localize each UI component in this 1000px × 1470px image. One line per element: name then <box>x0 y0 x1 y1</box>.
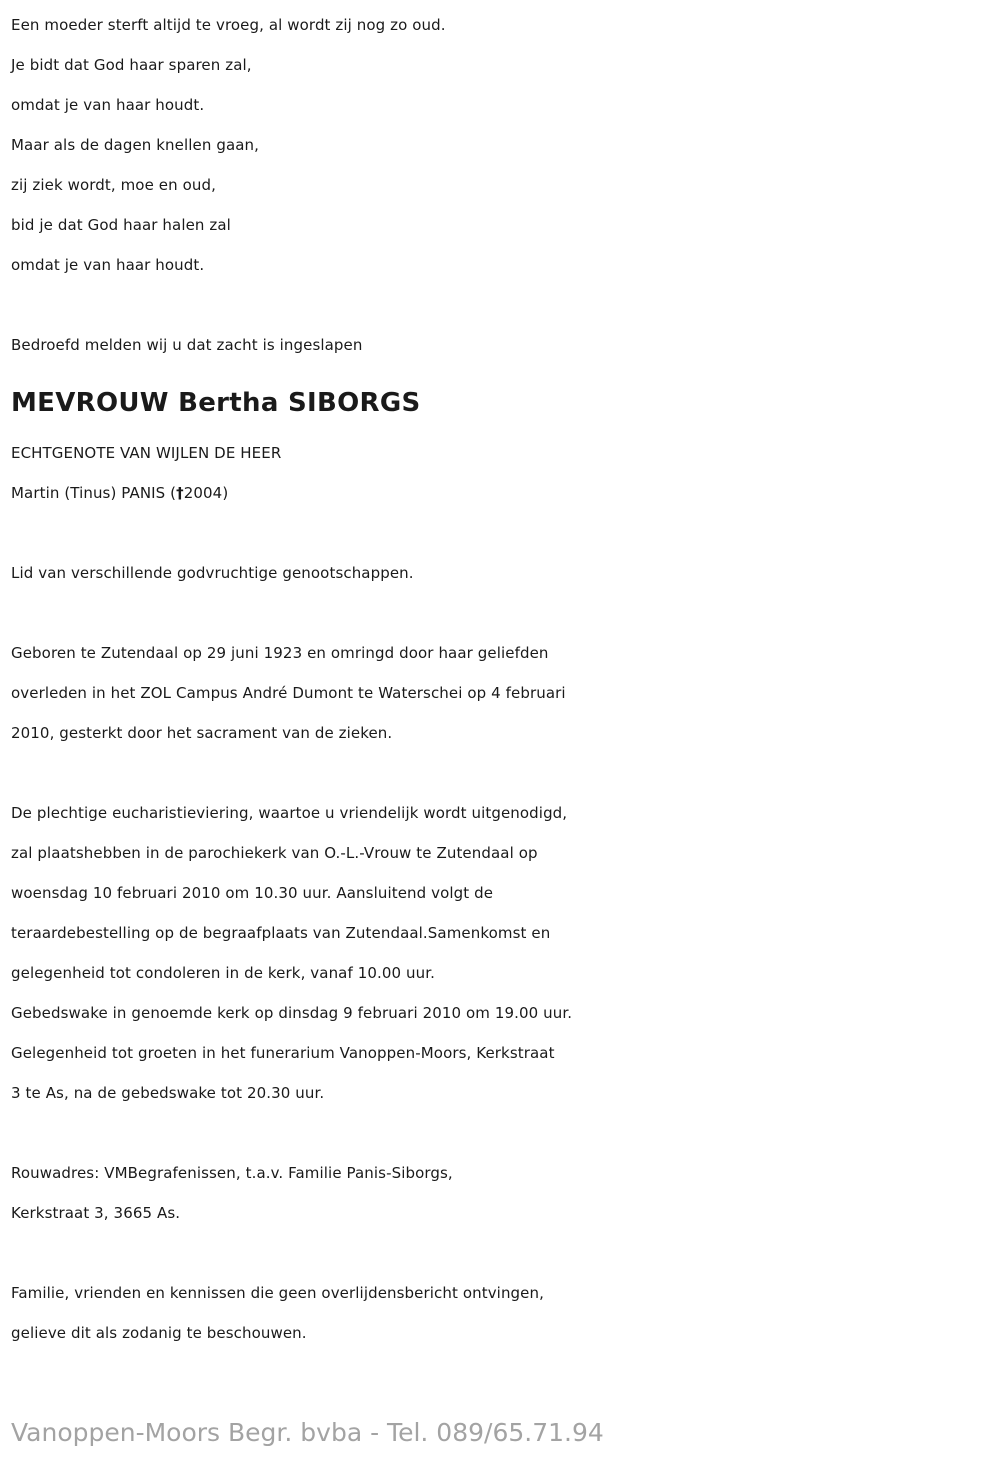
paragraph-line: overleden in het ZOL Campus André Dumont te Waterschei op 4 februari <box>11 684 566 702</box>
poem-line: omdat je van haar houdt. <box>11 256 205 274</box>
paragraph-line: Gebedswake in genoemde kerk op dinsdag 9 februari 2010 om 19.00 uur. <box>11 1004 573 1022</box>
paragraph-line: Geboren te Zutendaal op 29 juni 1923 en omringd door haar geliefden <box>11 644 549 662</box>
address-line: Kerkstraat 3, 3665 As. <box>11 1204 181 1222</box>
funeral-paragraph <box>11 793 996 1113</box>
paragraph-line: 2010, gesterkt door het sacrament van de zieken. <box>11 724 393 742</box>
spouse-death-year: 2004) <box>183 484 229 502</box>
birth-death-paragraph <box>11 633 996 753</box>
paragraph-line: Gelegenheid tot groeten in het funerarium Vanoppen-Moors, Kerkstraat <box>11 1044 555 1062</box>
spouse-name-text: Martin (Tinus) PANIS ( <box>11 484 177 502</box>
paragraph-line: Familie, vrienden en kennissen die geen overlijdensbericht ontvingen, <box>11 1284 544 1302</box>
spouse-name <box>11 473 996 513</box>
poem-line: omdat je van haar houdt. <box>11 96 205 114</box>
paragraph-line: teraardebestelling op de begraafplaats van Zutendaal.Samenkomst en <box>11 924 551 942</box>
funeral-home-footer: Vanoppen-Moors Begr. bvba - Tel. 089/65.71.94 <box>11 1418 604 1447</box>
deceased-name: MEVROUW Bertha SIBORGS <box>11 388 421 418</box>
poem-line: Je bidt dat God haar sparen zal, <box>11 56 252 74</box>
poem-line: Een moeder sterft altijd te vroeg, al wordt zij nog zo oud. <box>11 16 446 34</box>
paragraph-line: woensdag 10 februari 2010 om 10.30 uur. Aansluitend volgt de <box>11 884 494 902</box>
paragraph-line: zal plaatshebben in de parochiekerk van O.-L.-Vrouw te Zutendaal op <box>11 844 538 862</box>
poem-line: zij ziek wordt, moe en oud, <box>11 176 216 194</box>
mourning-address <box>11 1153 996 1233</box>
poem-line: bid je dat God haar halen zal <box>11 216 231 234</box>
cross-icon: † <box>176 484 184 502</box>
obituary-document <box>11 5 996 1353</box>
announcement: Bedroefd melden wij u dat zacht is ingeslapen <box>11 336 363 354</box>
address-line: Rouwadres: VMBegrafenissen, t.a.v. Familie Panis-Siborgs, <box>11 1164 453 1182</box>
paragraph-line: De plechtige eucharistieviering, waartoe u vriendelijk wordt uitgenodigd, <box>11 804 568 822</box>
closing-paragraph <box>11 1273 996 1353</box>
poem-line: Maar als de dagen knellen gaan, <box>11 136 259 154</box>
membership: Lid van verschillende godvruchtige genootschappen. <box>11 564 414 582</box>
paragraph-line: gelegenheid tot condoleren in de kerk, vanaf 10.00 uur. <box>11 964 435 982</box>
poem <box>11 5 996 285</box>
paragraph-line: 3 te As, na de gebedswake tot 20.30 uur. <box>11 1084 325 1102</box>
spouse-title: ECHTGENOTE VAN WIJLEN DE HEER <box>11 444 282 462</box>
paragraph-line: gelieve dit als zodanig te beschouwen. <box>11 1324 307 1342</box>
